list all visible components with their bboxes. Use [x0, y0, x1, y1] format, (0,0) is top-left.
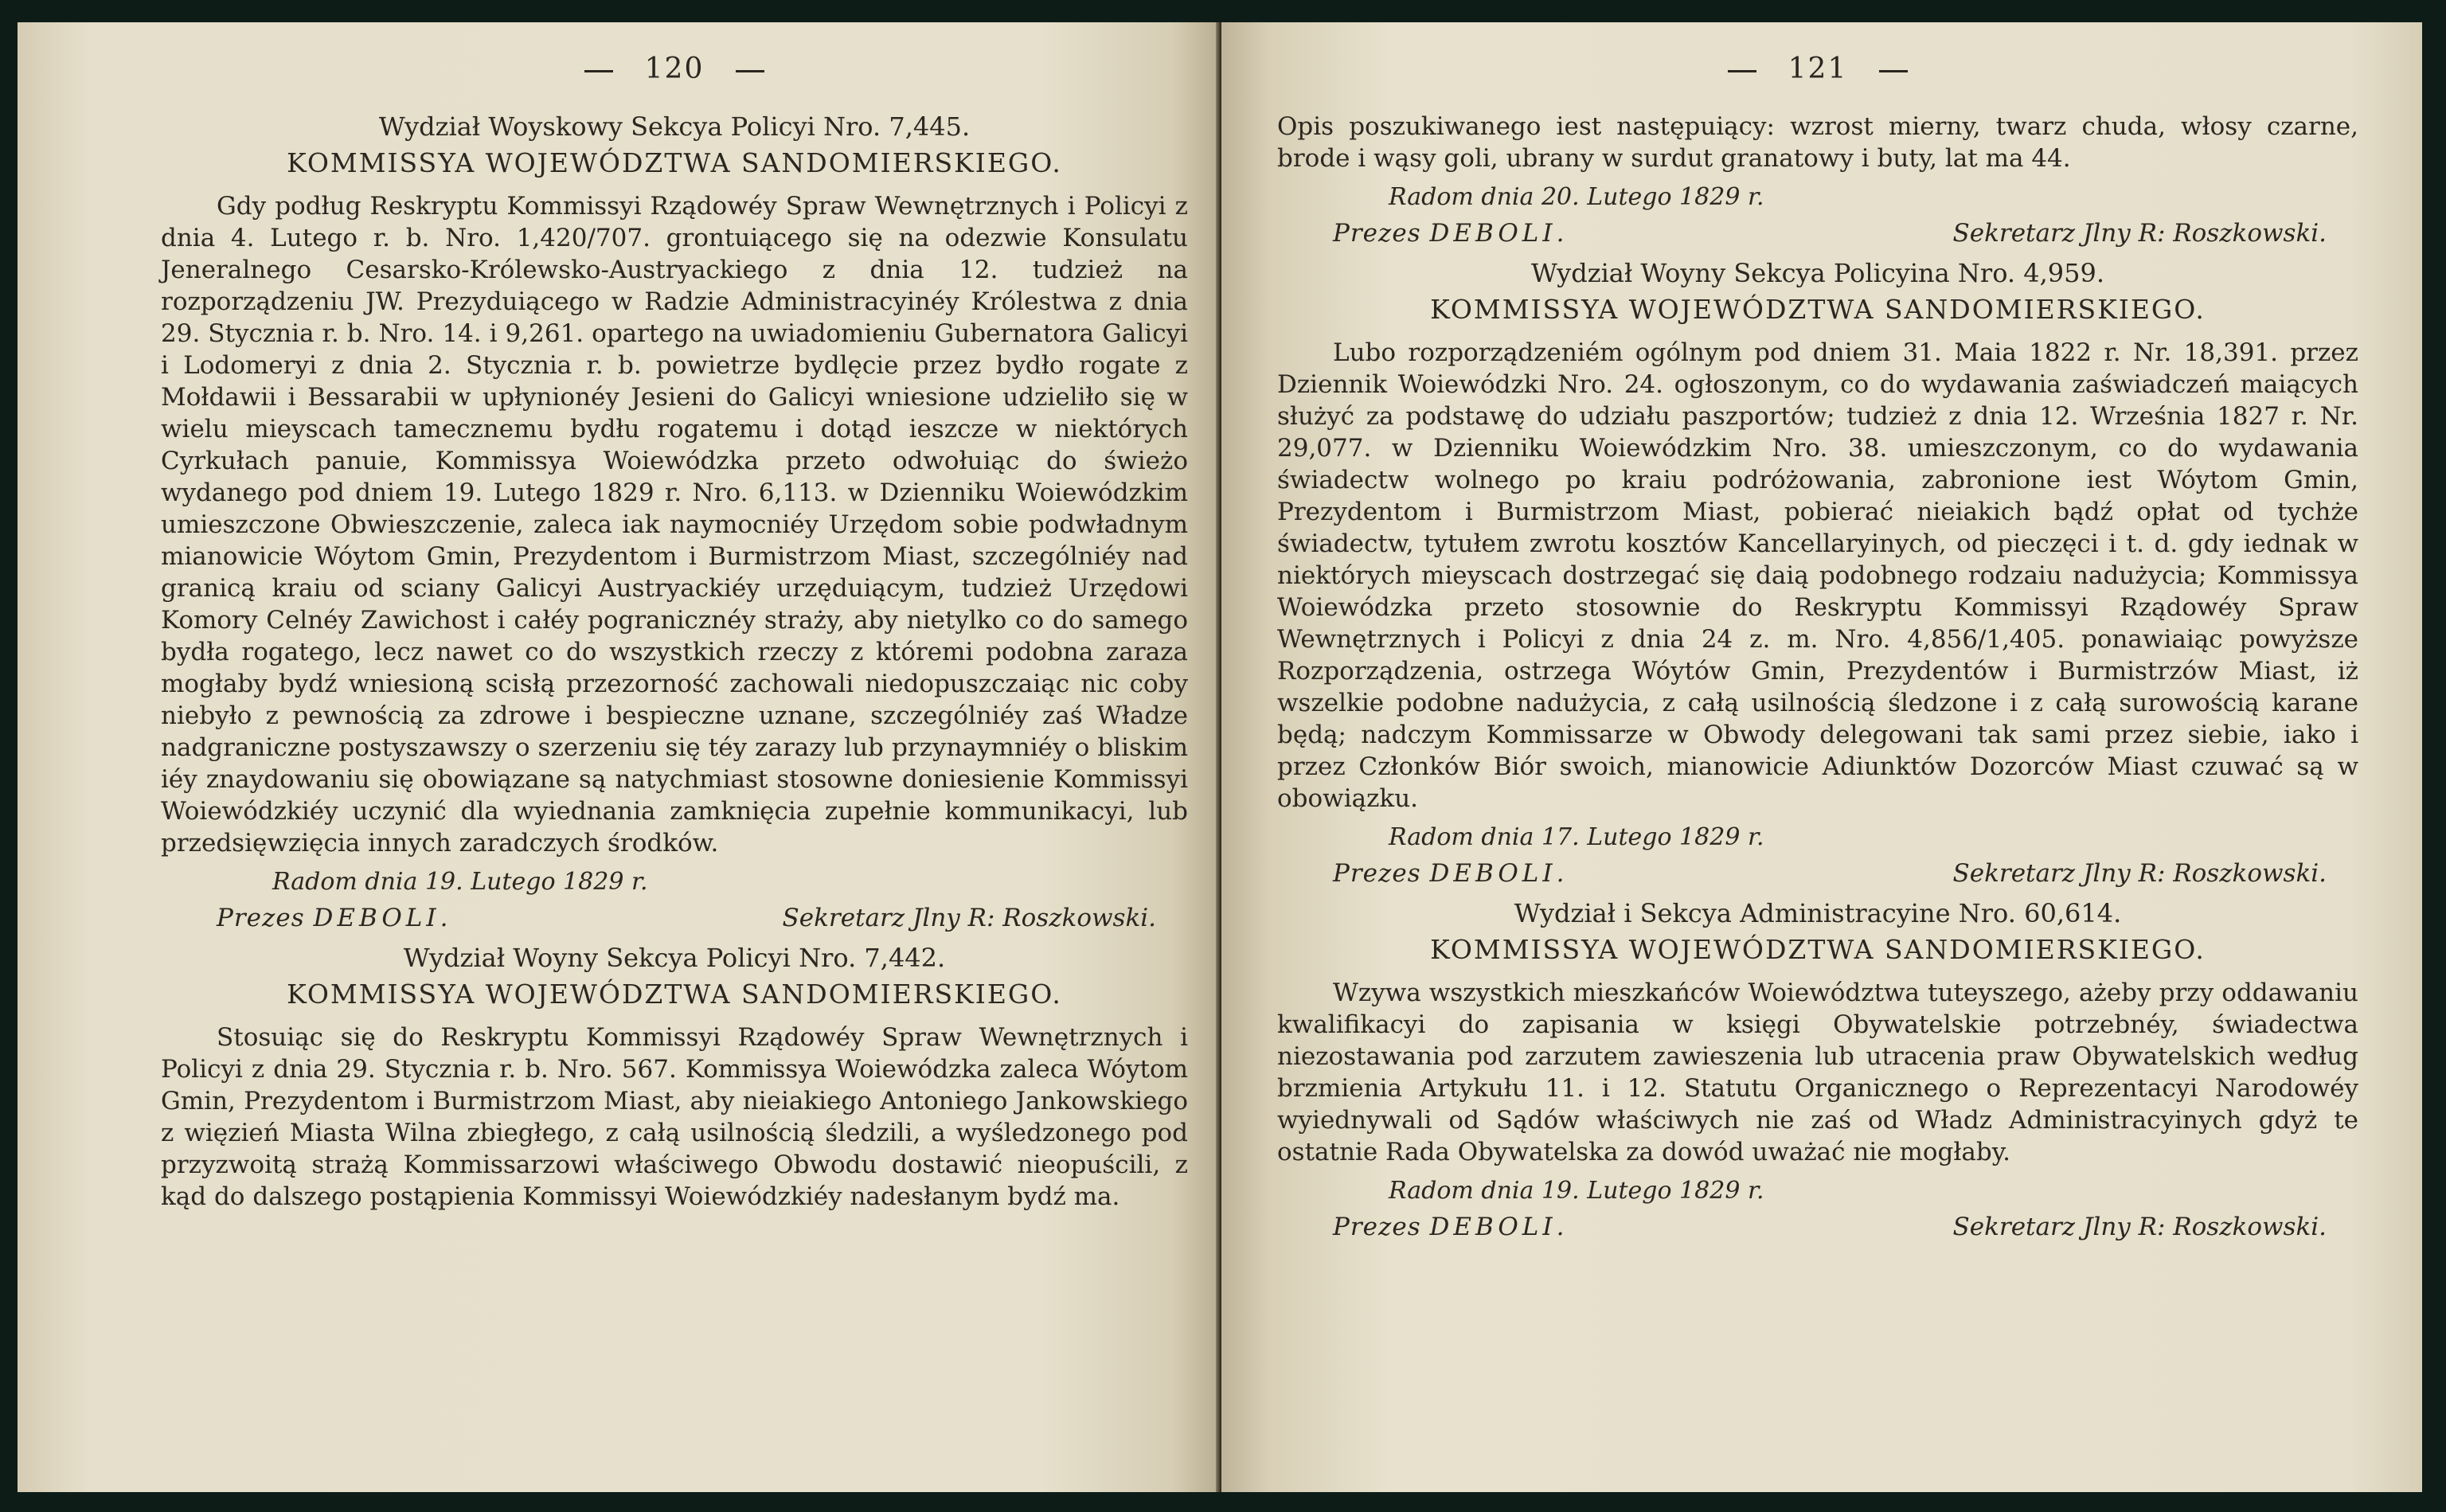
- signature-line: [1333, 1209, 2327, 1244]
- folio-dash: [736, 70, 764, 72]
- notice-body: Opis poszukiwanego iest następuiący: wzrost mierny, twarz chuda, włosy czarne, brode i wąsy goli, ubrany w surdut granatowy i buty, lat ma 44.: [1277, 112, 2358, 173]
- notice-body: Stosuiąc się do Reskryptu Kommissyi Rządowéy Spraw Wewnętrznych i Policyi z dnia 29. Stycznia r. b. Nro. 567. Kommissya Woiewódzka zaleca Wóytom Gmin, Prezydentom i Burmistrzom Miast, aby nieiakiego Antoniego Jankowskiego z więzień Miasta Wilna zbiegłego, z całą usilnością śledzili, a wyśledzonego pod przyzwoitą strażą Kommissarzowi właściwego Obwodu dostawić nieopuścili, z kąd do dalszego postąpienia Kommissyi Woiewódzkiéy nadesłanym bydź ma.: [161, 1023, 1188, 1211]
- book-spread: [18, 22, 2422, 1492]
- right-page-content: [1221, 22, 2422, 1492]
- notice-heading: KOMMISSYA WOJEWÓDZTWA SANDOMIERSKIEGO.: [1430, 934, 2206, 965]
- president-signature: [1333, 856, 1568, 891]
- left-page: [18, 22, 1220, 1492]
- secretary-signature: Sekretarz Jlny R: Roszkowski.: [1952, 219, 2327, 248]
- president-signature: [217, 901, 451, 936]
- department-line: Wydział Woyny Sekcya Policyi Nro. 7,442.: [403, 943, 946, 973]
- signature-line: [217, 901, 1156, 936]
- notice-body: Lubo rozporządzeniém ogólnym pod dniem 31. Maia 1822 r. Nr. 18,391. przez Dziennik Woiewódzki Nro. 24. ogłoszonym, co do wydawania zaświadczeń maiących służyć za podstawę do udziału paszportów; tudzież z dnia 12. Września 1827 r. Nr. 29,077. w Dzienniku Woiewódzkim Nro. 38. umieszczonym, co do wydawania świadectw wolnego po kraiu podróżowania, zabronione iest Wóytom Gmin, Prezydentom i Burmistrzom Miast, pobierać nieiakich bądź opłat od tychże świadectw, tytułem zwrotu kosztów Kancellaryinych, od pieczęci i t. d. gdy iednak w niektórych mieyscach dostrzegać się daią podobnego rodzaiu nadużycia; Kommissya Woiewódzka przeto stosownie do Reskryptu Kommissyi Rządowéy Spraw Wewnętrznych i Policyi z dnia 24 z. m. Nro. 4,856/1,405. ponawiaiąc powyższe Rozporządzenia, ostrzega Wóytów Gmin, Prezydentów i Burmistrzów Miast, iż wszelkie podobne nadużycia, z całą usilnością śledzone i z całą surowością karane będą; nadczym Kommissarze w Obwody delegowani tak sami przez siebie, iako i przez Członków Biór swoich, mianowicie Adiunktów Dozorców Miast czuwać są w obowiązku.: [1277, 338, 2358, 813]
- president-title: Prezes: [217, 904, 305, 932]
- president-title: Prezes: [1333, 1213, 1421, 1241]
- secretary-signature: Sekretarz Jlny R: Roszkowski.: [1952, 1213, 2327, 1241]
- president-title: Prezes: [1333, 219, 1421, 248]
- signature-line: [1333, 216, 2327, 251]
- notice-date: Radom dnia 17. Lutego 1829 r.: [1389, 823, 1764, 851]
- notice-date: Radom dnia 20. Lutego 1829 r.: [1389, 183, 1764, 211]
- notice-body: Gdy podług Reskryptu Kommissyi Rządowéy Spraw Wewnętrznych i Policyi z dnia 4. Lutego r. b. Nro. 1,420/707. grontuiącego się na odezwie Konsulatu Jeneralnego Cesarsko-Królewsko-Austryackiego z dnia 12. tudzież na rozporządzeniu JW. Prezyduiącego w Radzie Administracyinéy Królestwa z dnia 29. Stycznia r. b. Nro. 14. i 9,261. opartego na uwiadomieniu Gubernatora Galicyi i Lodomeryi z dnia 2. Stycznia r. b. powietrze bydlęcie przez bydło rogate z Mołdawii i Bessarabii w upłynionéy Jesieni do Galicyi wniesione udzieliło się w wielu mieyscach tamecznemu bydłu rogatemu i dotąd ieszcze w niektórych Cyrkułach panuie, Kommissya Woiewódzka przeto odwołuiąc do świeżo wydanego pod dniem 19. Lutego 1829 r. Nro. 6,113. w Dzienniku Woiewódzkim umieszczone Obwieszczenie, zaleca iak naymocniéy Urzędom sobie podwładnym mianowicie Wóytom Gmin, Prezydentom i Burmistrzom Miast, szczególniéy nad granicą kraiu od sciany Galicyi Austryackiéy urzęduiącym, tudzież Urzędowi Komory Celnéy Zawichost i całéy pogranicznéy straży, aby nietylko co do samego bydła rogatego, lecz nawet co do wszystkich rzeczy z któremi podobna zaraza mogłaby bydź wniesioną scisłą przezorność zachowali niedopuszczaiąc nic coby niebyło z pewnością za zdrowe i bespieczne uznane, szczególniéy zaś Władze nadgraniczne postyszawszy o szerzeniu się téy zarazy lub przynaymniéy o bliskim iéy znaydowaniu się obowiązane są natychmiast stosowne doniesienie Kommissyi Woiewódzkiéy uczynić dla wyiednania zamknięcia zupełnie kommunikacyi, lub przedsięwzięcia innych zaradczych środków.: [161, 192, 1188, 858]
- notice-date: Radom dnia 19. Lutego 1829 r.: [1389, 1177, 1764, 1205]
- folio-dash: [1728, 70, 1756, 72]
- right-page: [1221, 22, 2422, 1492]
- department-line: Wydział Woyny Sekcya Policyina Nro. 4,959.: [1530, 258, 2105, 288]
- page-number: [161, 53, 1188, 85]
- notice-heading: KOMMISSYA WOJEWÓDZTWA SANDOMIERSKIEGO.: [287, 147, 1062, 178]
- president-signature: [1333, 1209, 1568, 1244]
- page-number-text: 121: [1788, 53, 1848, 85]
- notice-date: Radom dnia 19. Lutego 1829 r.: [272, 868, 648, 896]
- president-name: DEBOLI.: [1429, 859, 1569, 888]
- president-title: Prezes: [1333, 859, 1421, 888]
- department-line: Wydział Woyskowy Sekcya Policyi Nro. 7,445.: [378, 111, 971, 142]
- president-name: DEBOLI.: [1429, 219, 1569, 248]
- left-page-content: [18, 22, 1220, 1492]
- notice-body: Wzywa wszystkich mieszkańców Woiewództwa tuteyszego, ażeby przy oddawaniu kwalifikacyi do zapisania w księgi Obywatelskie potrzebnéy, świadectwa niezostawania pod zarzutem zawieszenia lub utracenia praw Obywatelskich według brzmienia Artykułu 11. i 12. Statutu Organicznego o Reprezentacyi Narodowéy wyiednywali od Sądów właściwych nie zaś od Władz Administracyinych gdyż te ostatnie Rada Obywatelska za dowód uważać nie mogłaby.: [1277, 979, 2358, 1166]
- folio-dash: [584, 70, 613, 72]
- page-number-text: 120: [644, 53, 705, 85]
- president-name: DEBOLI.: [1429, 1213, 1569, 1241]
- president-signature: [1333, 216, 1568, 251]
- notice-heading: KOMMISSYA WOJEWÓDZTWA SANDOMIERSKIEGO.: [287, 979, 1062, 1010]
- page-number: [1277, 53, 2358, 85]
- notice-heading: KOMMISSYA WOJEWÓDZTWA SANDOMIERSKIEGO.: [1430, 294, 2206, 325]
- president-name: DEBOLI.: [313, 904, 452, 932]
- folio-dash: [1879, 70, 1908, 72]
- department-line: Wydział i Sekcya Administracyine Nro. 60,614.: [1514, 898, 2122, 928]
- secretary-signature: Sekretarz Jlny R: Roszkowski.: [1952, 859, 2327, 888]
- signature-line: [1333, 856, 2327, 891]
- secretary-signature: Sekretarz Jlny R: Roszkowski.: [782, 904, 1156, 932]
